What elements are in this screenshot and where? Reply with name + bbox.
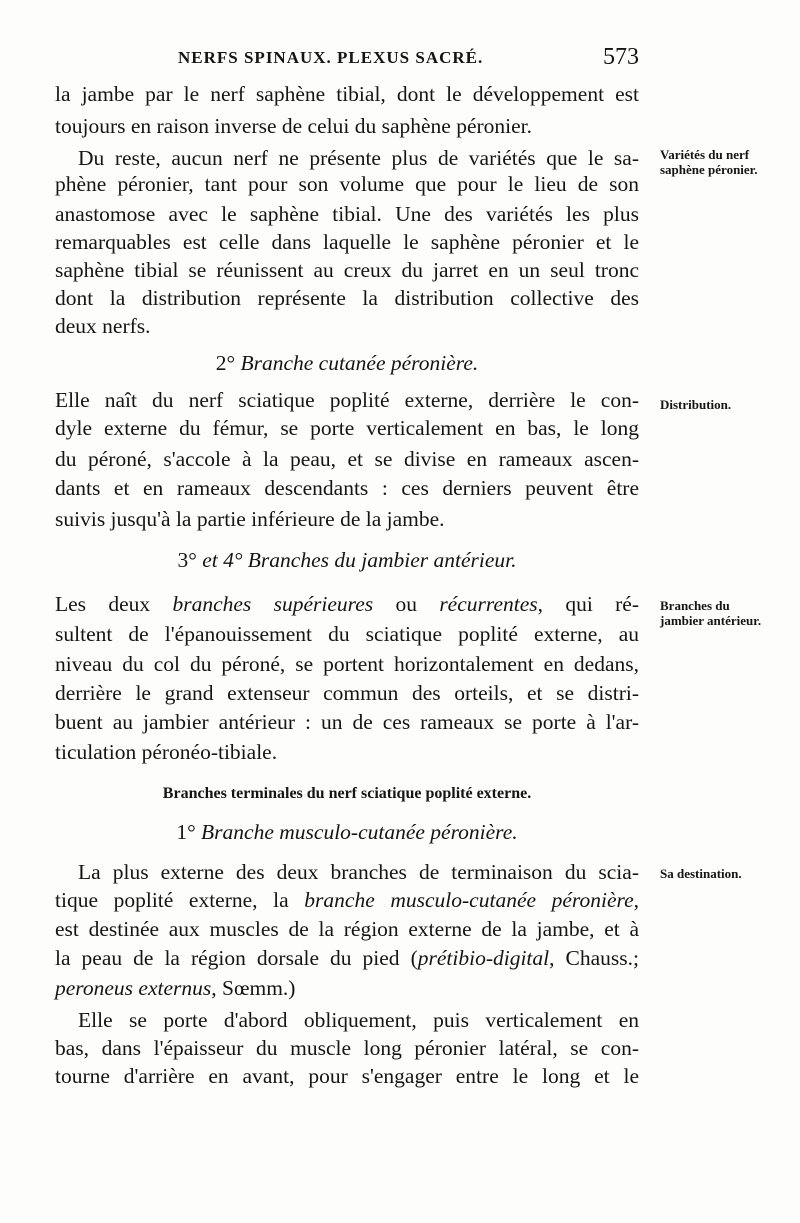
- section-number: 3°: [177, 548, 203, 572]
- text-line: buent au jambier antérieur : un de ces rameaux se porte à l'ar-: [55, 710, 639, 734]
- text-line: anastomose avec le saphène tibial. Une des variétés les plus: [55, 202, 639, 226]
- text-line: remarquables est celle dans laquelle le saphène péronier et le: [55, 230, 639, 254]
- text-run-italic: branches supérieures: [172, 592, 374, 616]
- text-line: deux nerfs.: [55, 314, 151, 338]
- margin-note-destination: Sa destination.: [660, 866, 742, 881]
- margin-note-distribution: Distribution.: [660, 397, 732, 412]
- section-heading: [55, 544, 639, 577]
- running-title: NERFS SPINAUX. PLEXUS SACRÉ.: [178, 48, 484, 67]
- text-run: la peau de la région dorsale du pied (: [55, 946, 418, 970]
- page-number: 573: [603, 44, 639, 70]
- text-run-italic: branche musculo-cutanée péronière: [304, 888, 634, 912]
- section-heading: [55, 816, 639, 849]
- section-heading: [55, 347, 639, 380]
- section-title: et 4° Branches du jambier antérieur.: [202, 548, 517, 572]
- text-line: dants et en rameaux descendants : ces derniers peuvent être: [55, 476, 639, 500]
- text-run: , Sœmm.): [211, 976, 296, 1000]
- text-line: dont la distribution représente la distribution collective des: [55, 286, 639, 310]
- margin-note-varietes: Variétés du nerf saphène péronier.: [660, 147, 758, 177]
- text-run-italic: récurrentes: [439, 592, 538, 616]
- text-line: tourne d'arrière en avant, pour s'engager entre le long et le: [55, 1064, 639, 1088]
- text-line: est destinée aux muscles de la région externe de la jambe, et à: [55, 917, 639, 941]
- text-line: niveau du col du péroné, se portent horizontalement en dedans,: [55, 652, 639, 676]
- text-line: dyle externe du fémur, se porte verticalement en bas, le long: [55, 416, 639, 440]
- text-run-italic: peroneus externus: [55, 976, 212, 1000]
- text-line: [55, 972, 639, 1005]
- section-number: 1°: [176, 820, 202, 844]
- text-run-italic: prétibio-digital: [417, 946, 550, 970]
- text-run: , Chauss.;: [549, 946, 639, 970]
- text-line: Elle se porte d'abord obliquement, puis verticalement en: [78, 1008, 639, 1032]
- text-line: Elle naît du nerf sciatique poplité externe, derrière le con-: [55, 388, 639, 412]
- text-line: derrière le grand extenseur commun des orteils, et se distri-: [55, 681, 639, 705]
- text-line: du péroné, s'accole à la peau, et se divise en rameaux ascen-: [55, 447, 639, 471]
- text-run: , qui ré-: [537, 592, 639, 616]
- section-title: Branche musculo-cutanée péronière.: [201, 820, 518, 844]
- text-line: La plus externe des deux branches de terminaison du scia-: [78, 860, 639, 884]
- subsection-heading: Branches terminales du nerf sciatique poplité externe.: [162, 785, 532, 802]
- text-run: tique poplité externe, la: [55, 888, 305, 912]
- text-line: [55, 588, 639, 621]
- running-head: [0, 44, 800, 74]
- section-number: 2°: [215, 351, 241, 375]
- section-title: Branche cutanée péronière.: [240, 351, 479, 375]
- text-line: saphène tibial se réunissent au creux du jarret en un seul tronc: [55, 258, 639, 282]
- margin-note-branches-jambier: Branches du jambier antérieur.: [660, 598, 762, 628]
- text-line: bas, dans l'épaisseur du muscle long péronier latéral, se con-: [55, 1036, 639, 1060]
- text-run: Les deux: [55, 592, 173, 616]
- text-run: ,: [633, 888, 639, 912]
- text-line: sultent de l'épanouissement du sciatique poplité externe, au: [55, 622, 639, 646]
- text-line: suivis jusqu'à la partie inférieure de la jambe.: [55, 507, 445, 531]
- text-line: toujours en raison inverse de celui du saphène péronier.: [55, 114, 533, 138]
- text-line: ticulation péronéo-tibiale.: [55, 740, 278, 764]
- text-run: ou: [373, 592, 440, 616]
- text-line: [55, 942, 639, 975]
- text-line: Du reste, aucun nerf ne présente plus de variétés que le sa-: [78, 146, 639, 170]
- text-line: phène péronier, tant pour son volume que pour le lieu de son: [55, 172, 639, 196]
- text-line: la jambe par le nerf saphène tibial, dont le développement est: [55, 82, 639, 106]
